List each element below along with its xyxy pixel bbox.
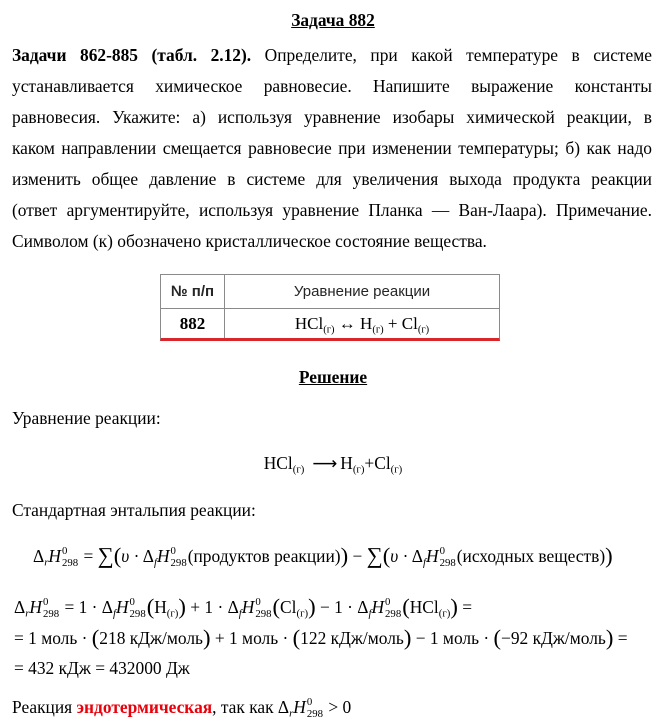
- formula-text: + Cl: [383, 314, 418, 333]
- formula-large-symbol: (: [402, 594, 410, 620]
- header-number: № п/п: [161, 275, 225, 308]
- task-line: [12, 71, 652, 102]
- formula-text: −: [348, 546, 367, 566]
- task-title: Задача 882: [291, 10, 375, 30]
- formula-large-symbol: ): [605, 543, 613, 569]
- formula-italic: H: [241, 597, 255, 617]
- formula-text: Cl: [280, 597, 297, 617]
- formula-large-symbol: ∑: [366, 543, 383, 569]
- formula-subscript: 298: [255, 607, 272, 620]
- formula-large-symbol: ): [202, 625, 211, 651]
- equation-label: Уравнение реакции:: [12, 408, 161, 428]
- formula-large-symbol: (: [113, 543, 122, 569]
- formula-large-symbol: ∑: [97, 543, 114, 569]
- formula-text: HCl: [294, 314, 324, 333]
- table-header-row: [161, 275, 499, 309]
- task-line-text: устанавливается химическое равновесие. Напишите выражение константы: [12, 76, 652, 96]
- formula-text: · Δ: [398, 546, 423, 566]
- formula-text: , так как Δ: [212, 697, 290, 718]
- formula-italic: H: [29, 597, 42, 617]
- formula-italic: H: [293, 697, 306, 718]
- formula-index-stack: [255, 597, 271, 621]
- formula-subscript: (г): [323, 324, 335, 336]
- formula-index-stack: [440, 546, 456, 570]
- formula-italic: υ: [390, 546, 399, 566]
- formula-superscript: 0: [129, 595, 135, 608]
- formula-subscript: f: [153, 556, 157, 569]
- formula-text: =: [457, 597, 473, 617]
- formula-subscript: 298: [170, 556, 187, 569]
- formula-text: + 1 · Δ: [185, 597, 239, 617]
- formula-text: − 1 · Δ: [315, 597, 369, 617]
- formula-italic: υ: [121, 546, 130, 566]
- task-line-text: каком направлении смещается равновесие при изменении температуры; б) как надо: [12, 138, 652, 158]
- formula-italic: H: [371, 597, 385, 617]
- formula-superscript: 0: [255, 595, 261, 608]
- formula-text: HCl: [263, 453, 293, 473]
- conclusion-prefix: Реакция: [12, 697, 73, 718]
- row-equation: [225, 309, 499, 338]
- formula-text: 122 кДж/моль: [300, 628, 404, 648]
- task-line-text: равновесия. Укажите: а) используя уравнение изобары химической реакции, в: [12, 107, 652, 127]
- formula-text: (исходных веществ): [456, 546, 606, 566]
- formula-subscript: (г): [352, 463, 365, 476]
- task-line-text: Символом (к) обозначено кристаллическое состояние вещества.: [12, 231, 487, 251]
- task-line-text: изменить общее давление в системе для увеличения выхода продукта реакции: [12, 169, 652, 189]
- formula-text: H: [154, 597, 167, 617]
- formula-superscript: 0: [306, 696, 313, 708]
- formula-text: (продуктов реакции): [187, 546, 341, 566]
- formula-large-symbol: ): [308, 594, 316, 620]
- formula-index-stack: [130, 597, 146, 621]
- header-equation: Уравнение реакции: [293, 283, 431, 300]
- formula-large-symbol: (: [382, 543, 391, 569]
- formula-text: ↔ H: [334, 314, 373, 333]
- conclusion-keyword: эндотермическая: [76, 697, 213, 718]
- formula-subscript: 298: [385, 607, 402, 620]
- enthalpy-values-formula: [14, 624, 628, 652]
- formula-large-symbol: ): [340, 543, 349, 569]
- enthalpy-label: Стандартная энтальпия реакции:: [12, 500, 256, 520]
- formula-index-stack: [62, 546, 78, 570]
- formula-subscript: 298: [61, 556, 79, 569]
- formula-superscript: 0: [170, 544, 176, 557]
- task-line: [12, 164, 652, 195]
- conclusion-line: [12, 696, 352, 720]
- formula-text: HCl: [409, 597, 439, 617]
- enthalpy-general-formula: [33, 542, 613, 570]
- formula-superscript: 0: [439, 544, 445, 557]
- formula-italic: H: [115, 597, 129, 617]
- formula-large-symbol: (: [146, 594, 155, 620]
- formula-large-symbol: ): [403, 625, 412, 651]
- formula-subscript: 298: [439, 556, 456, 569]
- formula-subscript: f: [112, 607, 116, 620]
- formula-text: +Cl: [364, 453, 391, 473]
- formula-text: = 1 · Δ: [60, 597, 113, 617]
- formula-subscript: (г): [166, 607, 179, 620]
- formula-index-stack: [385, 597, 401, 621]
- formula-subscript: (г): [292, 463, 305, 476]
- formula-large-symbol: ): [605, 625, 614, 651]
- formula-text: 218 кДж/моль: [99, 628, 203, 648]
- formula-subscript: r: [289, 707, 294, 720]
- formula-subscript: 298: [42, 607, 60, 620]
- formula-italic: H: [48, 546, 61, 566]
- formula-large-symbol: (: [292, 625, 301, 651]
- formula-superscript: 0: [385, 595, 391, 608]
- formula-text: > 0: [324, 697, 352, 718]
- formula-index-stack: [307, 697, 323, 721]
- formula-text: = 432 кДж = 432000 Дж: [14, 658, 190, 678]
- row-number: 882: [161, 309, 225, 338]
- formula-subscript: f: [238, 607, 242, 620]
- enthalpy-result-formula: [14, 654, 190, 682]
- formula-large-symbol: (: [272, 594, 281, 620]
- formula-text: = 1 моль ·: [14, 628, 92, 648]
- formula-subscript: 298: [129, 607, 146, 620]
- formula-subscript: (г): [417, 324, 430, 336]
- enthalpy-substituted-formula: [14, 593, 472, 621]
- formula-text: H: [340, 453, 353, 473]
- formula-text: · Δ: [129, 546, 154, 566]
- task-line: [12, 133, 652, 164]
- task-label: Задачи 862-885 (табл. 2.12).: [12, 45, 252, 65]
- formula-text: =: [79, 546, 98, 566]
- task-statement: [12, 40, 652, 257]
- table-row: [161, 309, 499, 338]
- formula-text: Δ: [33, 546, 45, 566]
- task-line: [12, 226, 652, 257]
- formula-subscript: (г): [390, 463, 403, 476]
- formula-large-symbol: ): [178, 594, 186, 620]
- formula-index-stack: [171, 546, 187, 570]
- formula-superscript: 0: [61, 544, 68, 557]
- formula-large-symbol: (: [493, 625, 502, 651]
- formula-subscript: r: [25, 607, 30, 620]
- formula-subscript: r: [44, 556, 49, 569]
- formula-superscript: 0: [42, 595, 49, 608]
- task-line-text: Определите, при какой температуре в системе: [264, 45, 652, 65]
- formula-text: −92 кДж/моль: [501, 628, 606, 648]
- formula-italic: H: [426, 546, 439, 566]
- reaction-table: [160, 274, 500, 341]
- formula-subscript: (г): [372, 324, 384, 336]
- task-line: [12, 40, 652, 71]
- solution-heading: Решение: [298, 367, 368, 387]
- formula-subscript: f: [423, 556, 426, 569]
- formula-subscript: f: [368, 607, 372, 620]
- formula-text: + 1 моль ·: [210, 628, 293, 648]
- formula-large-symbol: (: [91, 625, 100, 651]
- formula-index-stack: [43, 597, 59, 621]
- formula-large-symbol: ): [450, 594, 458, 620]
- conclusion-reason: [212, 696, 352, 720]
- task-line: [12, 195, 652, 226]
- formula-text: − 1 моль ·: [411, 628, 494, 648]
- formula-italic: H: [156, 546, 170, 566]
- reaction-arrow: ⟶: [312, 454, 338, 474]
- formula-text: Δ: [14, 597, 26, 617]
- formula-text: =: [613, 628, 628, 648]
- formula-subscript: (г): [296, 607, 309, 620]
- formula-subscript: 298: [306, 707, 324, 720]
- task-line-text: (ответ аргументируйте, используя уравнение Планка — Ван-Лаара). Примечание.: [12, 200, 652, 220]
- formula-subscript: (г): [438, 607, 451, 620]
- task-line: [12, 102, 652, 133]
- reaction-equation: [0, 451, 666, 475]
